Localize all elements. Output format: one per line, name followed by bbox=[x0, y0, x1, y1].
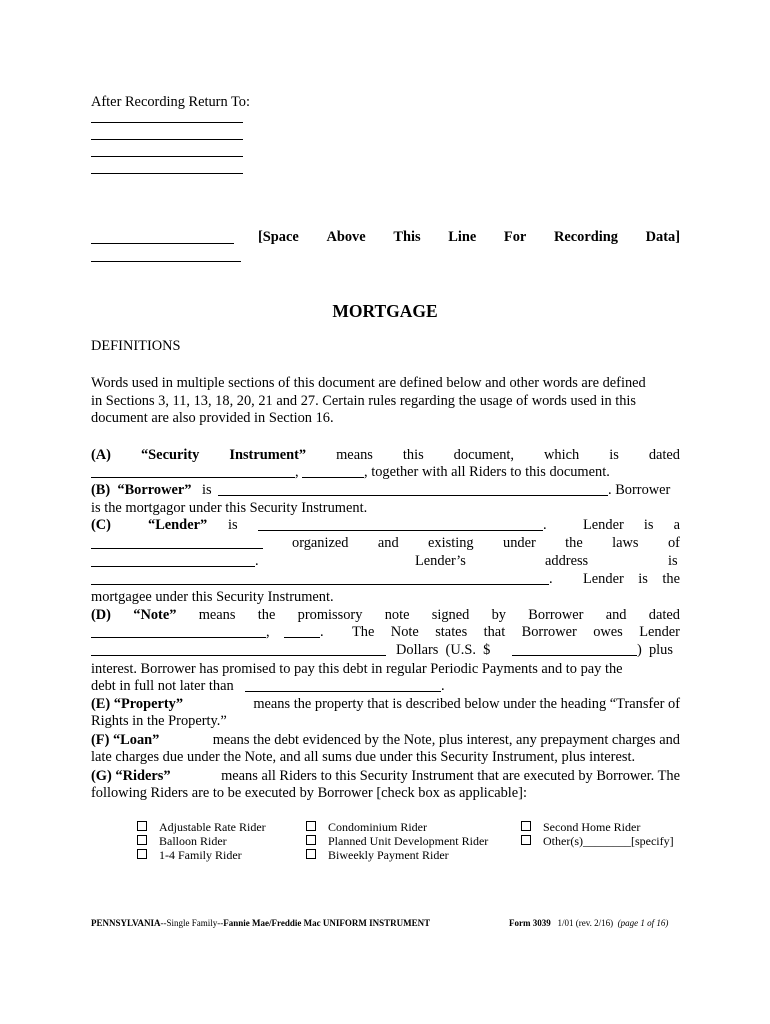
word: is bbox=[638, 571, 648, 587]
def-letter: (B) bbox=[91, 482, 111, 498]
rider-label: Condominium Rider bbox=[328, 820, 427, 834]
word: laws bbox=[612, 535, 639, 551]
word: Borrower bbox=[521, 624, 577, 640]
def-term: “Lender” bbox=[148, 517, 208, 533]
intro-line-3: document are also provided in Section 16. bbox=[91, 410, 334, 426]
word: is bbox=[668, 553, 678, 569]
rider-planned-unit-development[interactable] bbox=[306, 834, 488, 848]
rider-others[interactable] bbox=[521, 834, 674, 848]
rider-label: Other(s)________[specify] bbox=[543, 834, 674, 848]
rider-adjustable-rate[interactable] bbox=[137, 820, 266, 834]
word: means bbox=[336, 447, 373, 463]
word: a bbox=[673, 517, 680, 533]
def-term: “Note” bbox=[133, 607, 177, 623]
def-term: “Loan” bbox=[112, 732, 160, 748]
recording-word: Line bbox=[448, 229, 477, 245]
footer-instrument bbox=[91, 918, 430, 928]
footer-form bbox=[509, 918, 668, 928]
checkbox[interactable] bbox=[306, 821, 316, 831]
definitions-heading: DEFINITIONS bbox=[91, 338, 181, 354]
word: Lender bbox=[583, 517, 624, 533]
intro-line-1 bbox=[91, 374, 680, 392]
word: is bbox=[202, 482, 212, 498]
def-letter: (C) bbox=[91, 517, 111, 533]
rider-label: Adjustable Rate Rider bbox=[159, 820, 266, 834]
maturity-date-field[interactable] bbox=[245, 691, 441, 692]
word: dated bbox=[648, 607, 680, 623]
rider-second-home[interactable] bbox=[521, 820, 640, 834]
rider-label: Second Home Rider bbox=[543, 820, 641, 834]
note-year-field[interactable] bbox=[284, 637, 320, 638]
def-text: means all Riders to this Security Instrument that are executed by Borrower. The bbox=[221, 768, 680, 784]
word: dated bbox=[648, 447, 680, 463]
word: organized bbox=[292, 535, 349, 551]
return-address-line-1[interactable] bbox=[91, 122, 243, 123]
checkbox[interactable] bbox=[521, 835, 531, 845]
return-address-line-2[interactable] bbox=[91, 139, 243, 140]
footer-date: 1/01 (rev. 2/16) bbox=[557, 918, 614, 928]
def-g-line-1 bbox=[91, 767, 680, 785]
recording-blank-2[interactable] bbox=[91, 261, 241, 262]
rider-balloon[interactable] bbox=[137, 834, 227, 848]
word: Borrower bbox=[528, 607, 584, 623]
def-d-line-4 bbox=[91, 660, 680, 678]
def-f-line-1 bbox=[91, 731, 680, 749]
word: Note bbox=[390, 624, 419, 640]
word: promissory bbox=[297, 607, 363, 623]
rider-label: Biweekly Payment Rider bbox=[328, 848, 449, 862]
checkbox[interactable] bbox=[306, 849, 316, 859]
def-g-line-2: following Riders are to be executed by Borrower [check box as applicable]: bbox=[91, 785, 527, 801]
security-instrument-year-field[interactable] bbox=[302, 477, 364, 478]
checkbox[interactable] bbox=[137, 821, 147, 831]
note-date-field[interactable] bbox=[91, 637, 266, 638]
page-title: MORTGAGE bbox=[332, 301, 438, 321]
word: is bbox=[609, 447, 619, 463]
def-b-label bbox=[91, 482, 191, 499]
def-term: Instrument” bbox=[229, 447, 307, 463]
page-number: (page 1 of 16) bbox=[617, 918, 669, 928]
word: Lender’s bbox=[415, 553, 466, 569]
word: is bbox=[643, 517, 654, 533]
word: which bbox=[544, 447, 580, 463]
recording-word: This bbox=[393, 229, 421, 245]
lender-name-field[interactable] bbox=[258, 530, 543, 531]
return-to-label: After Recording Return To: bbox=[91, 94, 250, 110]
word: the bbox=[257, 607, 276, 623]
def-f-line-2: late charges due under the Note, and all sums due under this Security Instrument, plus interest. bbox=[91, 749, 636, 765]
word: document, bbox=[453, 447, 515, 463]
word: The bbox=[352, 624, 375, 640]
def-letter: (A) bbox=[91, 447, 111, 463]
recording-word: Recording bbox=[553, 229, 618, 245]
def-e-line-2: Rights in the Property.” bbox=[91, 713, 227, 729]
checkbox[interactable] bbox=[137, 835, 147, 845]
word: the bbox=[662, 571, 680, 587]
word: states bbox=[435, 624, 468, 640]
def-f-label bbox=[91, 731, 159, 749]
word: signed bbox=[431, 607, 470, 623]
word: address bbox=[545, 553, 589, 569]
word: . Borrower bbox=[608, 482, 671, 498]
def-d-line-2 bbox=[352, 624, 680, 641]
word: Lender bbox=[583, 571, 624, 587]
return-address-line-4[interactable] bbox=[91, 173, 243, 174]
checkbox[interactable] bbox=[521, 821, 531, 831]
security-instrument-date-field[interactable] bbox=[91, 477, 295, 478]
def-letter: (D) bbox=[91, 607, 111, 623]
recording-word: Data] bbox=[645, 229, 680, 245]
recording-space-notice bbox=[258, 229, 680, 246]
footer-text: --Single Family-- bbox=[160, 918, 224, 928]
def-e-label bbox=[91, 695, 183, 713]
rider-label: Planned Unit Development Rider bbox=[328, 834, 489, 848]
word: and bbox=[605, 607, 627, 623]
recording-blank-1[interactable] bbox=[91, 243, 234, 244]
checkbox[interactable] bbox=[306, 835, 316, 845]
loan-amount-words-field[interactable] bbox=[91, 655, 386, 656]
rider-biweekly-payment[interactable] bbox=[306, 848, 449, 862]
footer-form-number: Form 3039 bbox=[509, 918, 551, 928]
def-e-line-1 bbox=[91, 695, 680, 713]
def-letter: (G) bbox=[91, 768, 112, 784]
intro-text: Words used in multiple sections of this document are defined below and other words are defined bbox=[91, 375, 646, 391]
def-term: “Borrower” bbox=[117, 482, 192, 498]
def-text: interest. Borrower has promised to pay this debt in regular Periodic Payments and to pay the bbox=[91, 661, 623, 677]
def-c-line-1-end bbox=[583, 517, 680, 534]
lender-address-field[interactable] bbox=[91, 584, 549, 585]
def-c-line-4-end bbox=[583, 571, 680, 588]
rider-condominium[interactable] bbox=[306, 820, 427, 834]
word: ) plus bbox=[637, 642, 673, 658]
return-address-line-3[interactable] bbox=[91, 156, 243, 157]
word: Lender bbox=[639, 624, 680, 640]
def-a-line-1 bbox=[91, 446, 680, 464]
intro-text: in Sections 3, 11, 13, 18, 20, 21 and 27. Certain rules regarding the usage of words used in this bbox=[91, 393, 637, 409]
word: existing bbox=[428, 535, 474, 551]
def-a-line-2: , together with all Riders to this document. bbox=[364, 464, 610, 480]
rider-label: 1-4 Family Rider bbox=[159, 848, 242, 862]
def-c-line-2 bbox=[292, 535, 680, 552]
word: means bbox=[198, 607, 236, 623]
word: by bbox=[491, 607, 506, 623]
def-d-line-1 bbox=[91, 606, 680, 624]
recording-word: For bbox=[503, 229, 527, 245]
word: that bbox=[483, 624, 506, 640]
word: owes bbox=[593, 624, 623, 640]
def-letter: (F) bbox=[91, 732, 110, 748]
intro-line-2 bbox=[91, 392, 680, 410]
checkbox[interactable] bbox=[137, 849, 147, 859]
rider-label: Balloon Rider bbox=[159, 834, 227, 848]
word: note bbox=[384, 607, 410, 623]
word: and bbox=[377, 535, 399, 551]
word: of bbox=[667, 535, 680, 551]
lender-organization-type-field[interactable] bbox=[91, 548, 263, 549]
def-b-line-2: is the mortgagor under this Security Instrument. bbox=[91, 500, 368, 516]
footer-text: Fannie Mae/Freddie Mac UNIFORM INSTRUMENT bbox=[223, 918, 431, 928]
def-term: “Property” bbox=[113, 696, 184, 712]
rider-1-4-family[interactable] bbox=[137, 848, 242, 862]
recording-word: [Space bbox=[258, 229, 299, 245]
word: under bbox=[503, 535, 536, 551]
def-letter: (E) bbox=[91, 696, 111, 712]
word: Dollars (U.S. $ bbox=[396, 642, 491, 658]
lender-jurisdiction-field[interactable] bbox=[91, 566, 255, 567]
def-g-label bbox=[91, 767, 171, 785]
word: the bbox=[565, 535, 583, 551]
def-term: “Riders” bbox=[115, 768, 171, 784]
def-term: “Security bbox=[140, 447, 200, 463]
def-d-line-5: debt in full not later than bbox=[91, 678, 234, 694]
loan-amount-field[interactable] bbox=[512, 655, 637, 656]
recording-word: Above bbox=[326, 229, 366, 245]
def-text: means the property that is described below under the heading “Transfer of bbox=[253, 696, 680, 712]
def-text: means the debt evidenced by the Note, plus interest, any prepayment charges and bbox=[212, 732, 680, 748]
borrower-name-field[interactable] bbox=[218, 495, 608, 496]
word: this bbox=[402, 447, 424, 463]
word: is bbox=[228, 517, 238, 533]
def-c-line-5: mortgagee under this Security Instrument. bbox=[91, 589, 334, 605]
footer-state: PENNSYLVANIA bbox=[91, 918, 161, 928]
